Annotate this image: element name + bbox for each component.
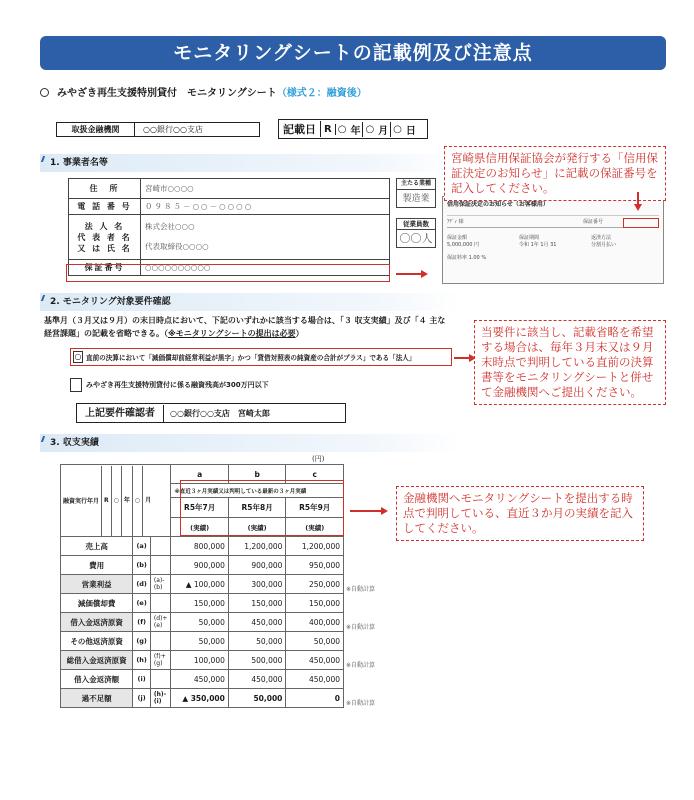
- table-row: [61, 575, 344, 594]
- guarantee-number-highlight: [66, 264, 390, 282]
- row-value-b: 900,000: [228, 556, 286, 575]
- row-formula: (d)+(e): [150, 613, 171, 632]
- notice-field-0: 保証番号: [583, 218, 623, 228]
- row-code: (e): [133, 594, 151, 613]
- industry-value: 製造業: [402, 194, 430, 204]
- arrow-down-icon: [634, 204, 642, 211]
- row-label: 借入金返済額: [61, 670, 133, 689]
- employees-value: 〇〇人: [399, 232, 433, 245]
- bank-value: ○○銀行○○支店: [143, 125, 203, 134]
- actual-2: (実績): [286, 518, 344, 537]
- phone-label: 電 話 番 号: [69, 199, 141, 215]
- row-label: その他返済原資: [61, 632, 133, 651]
- arrow-head-icon: [421, 270, 428, 278]
- month-1: R5年8月: [228, 498, 286, 518]
- actual-0: (実績): [171, 518, 228, 537]
- form-subtitle: [40, 84, 367, 99]
- page-banner: モニタリングシートの記載例及び注意点: [40, 36, 666, 70]
- actual-1: (実績): [228, 518, 286, 537]
- confirmer-label: 上記要件確認者: [77, 405, 164, 422]
- row-code: (i): [133, 670, 151, 689]
- table-row: [61, 651, 344, 670]
- col-letter-a: a: [171, 465, 228, 484]
- row-value-c: 0: [286, 689, 344, 708]
- row-code: (d): [133, 575, 151, 594]
- row-value-a: 150,000: [171, 594, 228, 613]
- note-recent-months: 金融機関へモニタリングシートを提出する時点で判明している、直近３か月の実績を記入してください。: [396, 486, 644, 541]
- row-value-b: 300,000: [228, 575, 286, 594]
- industry-label: 主たる業種: [397, 179, 435, 190]
- row-formula: (f)+(g): [150, 651, 171, 670]
- date-c1: ○: [337, 123, 347, 135]
- corporate-condition-label: 直前の決算において「減価償却前経常利益が黒字」かつ「貸借対照表の純資産の合計がプラス」である「法人」: [86, 354, 416, 362]
- date-label: 記載日: [279, 121, 321, 137]
- row-value-c: 250,000: [286, 575, 344, 594]
- row-label: 借入金返済原資: [61, 613, 133, 632]
- row-formula: (h)-(i): [150, 689, 171, 708]
- row-formula: [150, 556, 171, 575]
- row-code: (j): [133, 689, 151, 708]
- employees-box: [396, 218, 436, 248]
- row-value-b: 50,000: [228, 632, 286, 651]
- row-value-b: 450,000: [228, 613, 286, 632]
- row-label: 総借入金返済原資: [61, 651, 133, 670]
- date-nen: 年: [348, 122, 363, 137]
- notice-field-4: 保証料率: [447, 255, 468, 261]
- table-row: [61, 537, 344, 556]
- row-label: 営業利益: [61, 575, 133, 594]
- recent-note: ※直近３ヶ月実績又は判明している最新の３ヶ月実績: [171, 484, 344, 498]
- corporate-condition-box: [70, 348, 452, 366]
- row-label: 減価償却費: [61, 594, 133, 613]
- business-info-table: [68, 178, 390, 276]
- row-value-b: 150,000: [228, 594, 286, 613]
- table-row: [61, 594, 344, 613]
- row-formula: [150, 594, 171, 613]
- guarantee-number-value: ○○○○○○○○○○: [141, 260, 390, 276]
- table-row: [61, 556, 344, 575]
- section2-desc-end: ）: [295, 329, 304, 338]
- name-label: 法 人 名 代 表 者 名 又 は 氏 名: [69, 215, 141, 260]
- row-value-b: 450,000: [228, 670, 286, 689]
- corporate-condition-checkbox[interactable]: ○: [74, 352, 82, 361]
- section3-heading: 3. 収支実績: [40, 434, 460, 452]
- row-value-a: 50,000: [171, 632, 228, 651]
- arrow-guarantee: [396, 273, 422, 275]
- notice-val-2: 分割月払い: [591, 242, 617, 248]
- section2-heading: 2. モニタリング対象要件確認: [40, 293, 460, 311]
- date-c3: ○: [393, 123, 402, 135]
- requirement-confirmer-box: [76, 403, 346, 423]
- guarantee-number-label: 保証番号: [69, 260, 141, 276]
- row-value-c: 450,000: [286, 670, 344, 689]
- representative-value: 代表取締役○○○○: [145, 242, 209, 251]
- notice-field-1: 保証金額: [447, 235, 468, 241]
- row-code: (g): [133, 632, 151, 651]
- confirmer-value: ○○銀行○○支店 宮崎太郎: [170, 408, 270, 418]
- period-tsuki: 月: [142, 466, 153, 536]
- row-value-c: 50,000: [286, 632, 344, 651]
- month-2: R5年9月: [286, 498, 344, 518]
- auto-calc-note: ※自動計算: [346, 586, 376, 593]
- industry-box: [396, 178, 436, 208]
- balance-condition-row: [70, 378, 269, 392]
- period-nen: 年: [121, 466, 132, 536]
- notice-field-3: 返済方法: [591, 235, 612, 241]
- col-letter-b: b: [228, 465, 286, 484]
- section2-desc-line1: 基準月（３月又は９月）の末日時点において、下記のいずれかに該当する場合は、「３ 収支実績」及び「４ 主な: [44, 316, 446, 325]
- row-value-a: ▲ 350,000: [171, 689, 228, 708]
- phone-value: ０９８５－○○－○○○○: [141, 199, 390, 215]
- table-row: [61, 613, 344, 632]
- row-label: 過不足額: [61, 689, 133, 708]
- row-value-c: 400,000: [286, 613, 344, 632]
- row-value-b: 1,200,000: [228, 537, 286, 556]
- row-value-c: 950,000: [286, 556, 344, 575]
- date-hi: 日: [405, 125, 416, 137]
- bank-box: [56, 122, 260, 137]
- table-row: [61, 689, 344, 708]
- notice-field-2: 保証期間: [519, 235, 540, 241]
- date-r: R: [321, 124, 336, 135]
- section2-description: [44, 314, 462, 340]
- note-requirement: 当要件に該当し、記載省略を希望する場合は、毎年３月末又は９月末時点で判明している直前の決算書等をモニタリングシートと併せて金融機関へご提出ください。: [474, 320, 666, 405]
- row-value-a: 450,000: [171, 670, 228, 689]
- row-value-a: 100,000: [171, 651, 228, 670]
- row-formula: (a)-(b): [150, 575, 171, 594]
- row-formula: [150, 632, 171, 651]
- recent-months-highlight: [180, 480, 344, 536]
- notice-guarantee-highlight: [623, 218, 659, 228]
- table-row: [61, 632, 344, 651]
- notice-val-0: 5,000,000 円: [447, 242, 480, 248]
- table-row: [61, 670, 344, 689]
- month-0: R5年7月: [171, 498, 228, 518]
- bullet-circle-icon: [40, 88, 49, 97]
- row-value-c: 450,000: [286, 651, 344, 670]
- row-value-a: 50,000: [171, 613, 228, 632]
- balance-condition-checkbox[interactable]: [70, 378, 82, 392]
- auto-calc-note: ※自動計算: [346, 662, 376, 669]
- subtitle-accent: （様式２：融資後）: [276, 88, 367, 99]
- arrow-months: [350, 510, 382, 512]
- section2-desc-line2: 経営課題」の記載を省略できる。（: [44, 329, 168, 338]
- row-code: (f): [133, 613, 151, 632]
- period-label: 融資実行年月: [63, 498, 100, 505]
- row-formula: [150, 670, 171, 689]
- row-code: (h): [133, 651, 151, 670]
- row-formula: [150, 537, 171, 556]
- section1-heading: 1. 事業者名等: [40, 154, 460, 172]
- row-code: (b): [133, 556, 151, 575]
- arrow-head-icon: [381, 507, 388, 515]
- auto-calc-note: ※自動計算: [346, 624, 376, 631]
- row-value-a: 900,000: [171, 556, 228, 575]
- period-c1: ○: [111, 466, 121, 536]
- auto-calc-note: ※自動計算: [346, 700, 376, 707]
- row-value-a: ▲ 100,000: [171, 575, 228, 594]
- address-label: 住 所: [69, 179, 141, 199]
- address-value: 宮崎市○○○○: [141, 179, 390, 199]
- date-c2: ○: [365, 123, 375, 135]
- period-r: R: [101, 466, 111, 536]
- company-name-value: 株式会社○○○: [145, 222, 195, 231]
- notice-val-1: 令和 1年 1月 31: [519, 242, 557, 248]
- row-code: (a): [133, 537, 151, 556]
- notice-val-3: 1.00 %: [468, 255, 487, 261]
- date-tsuki: 月: [376, 122, 391, 137]
- employees-label: 従業員数: [397, 219, 435, 230]
- notice-title: 信用保証決定のお知らせ（お客様用）: [447, 201, 549, 208]
- balance-condition-label: みやざき再生支援特別貸付に係る融資残高が300万円以下: [86, 381, 269, 389]
- row-value-c: 150,000: [286, 594, 344, 613]
- unit-label: (円): [312, 455, 325, 463]
- note-guarantee-number: 宮崎県信用保証協会が発行する「信用保証決定のお知らせ」に記載の保証番号を記入してください。: [444, 146, 666, 201]
- row-value-b: 50,000: [228, 689, 286, 708]
- arrow-requirement: [454, 357, 470, 359]
- row-value-c: 1,200,000: [286, 537, 344, 556]
- row-value-a: 800,000: [171, 537, 228, 556]
- row-label: 費用: [61, 556, 133, 575]
- subtitle-main: みやざき再生支援特別貸付 モニタリングシート: [57, 88, 277, 99]
- period-c2: ○: [132, 466, 142, 536]
- date-box: [278, 119, 428, 139]
- section2-desc-underline: ※モニタリングシートの提出は必要: [168, 329, 296, 338]
- col-letter-c: c: [286, 465, 344, 484]
- bank-label: 取扱金融機関: [57, 123, 135, 136]
- guarantee-notice-document: 信用保証決定のお知らせ（お客様用） ｱﾃﾞｨ 様 保証番号 保証金額 5,000,000 円 保証期間 令和 1年 1月 31 返済方法 分割月払い 保証料率 1.00 %: [442, 196, 664, 284]
- row-value-b: 500,000: [228, 651, 286, 670]
- row-label: 売上高: [61, 537, 133, 556]
